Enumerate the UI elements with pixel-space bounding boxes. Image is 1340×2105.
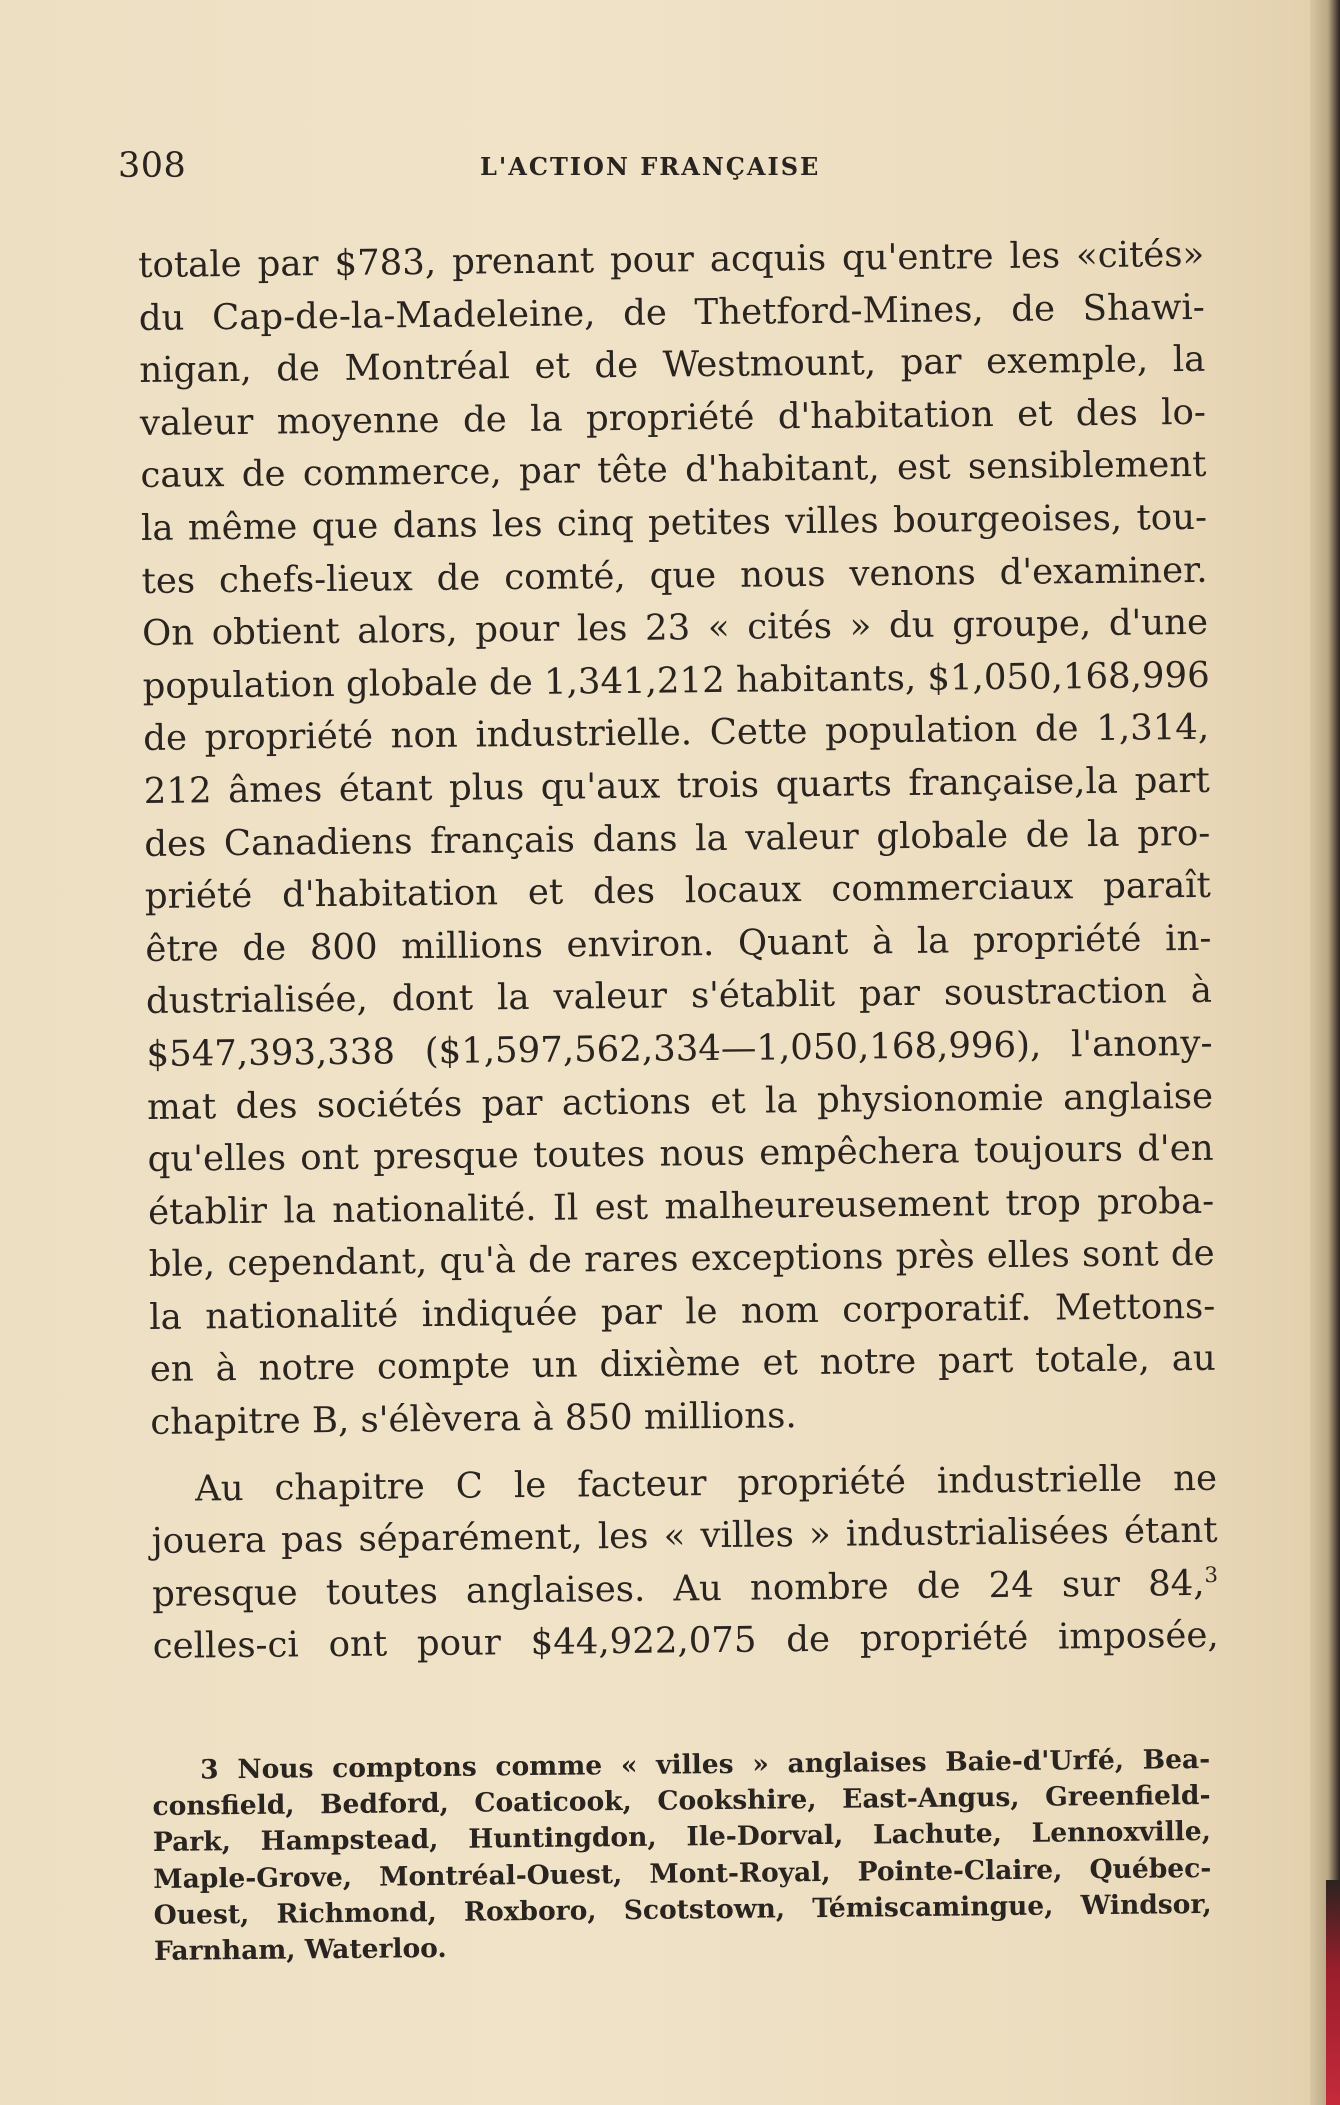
text-line: chapitre B, s'élèvera à 850 millions.	[150, 1395, 797, 1443]
footnote-line: consfield, Bedford, Coaticook, Cookshire, East-Angus, Greenfield-	[152, 1780, 1211, 1823]
footnote-marker: 3	[200, 1754, 219, 1786]
footnote	[152, 1742, 1212, 1970]
paragraph	[138, 229, 1217, 1450]
text-line: ble, cependant, qu'à de rares exceptions près elles sont de	[148, 1233, 1215, 1286]
running-head: L'ACTION FRANÇAISE	[480, 152, 821, 181]
text-line: être de 800 millions environ. Quant à la propriété in-	[145, 917, 1212, 970]
text-line: Au chapitre C le facteur propriété industrielle ne	[194, 1457, 1218, 1510]
text-line: $547,393,338 ($1,597,562,334—1,050,168,996), l'anony-	[146, 1022, 1213, 1075]
footnote-line: Park, Hampstead, Huntingdon, Ile-Dorval, Lachute, Lennoxville,	[152, 1816, 1212, 1859]
footnote-text: Nous comptons comme « villes » anglaises Baie-d'Urfé, Bea-	[237, 1743, 1211, 1786]
footnote-line: Farnham, Waterloo.	[153, 1932, 447, 1967]
text-line: mat des sociétés par actions et la physionomie anglaise	[146, 1075, 1214, 1128]
text-line: des Canadiens français dans la valeur globale de la pro-	[144, 812, 1211, 865]
text-line: jouera pas séparément, les « villes » industrialisées étant	[151, 1510, 1218, 1563]
text-line: totale par $783, prenant pour acquis qu'entre les «cités»	[138, 233, 1205, 286]
body-text	[138, 229, 1219, 1674]
text-line: nigan, de Montréal et de Westmount, par exemple, la	[139, 339, 1206, 392]
text-line: On obtient alors, pour les 23 « cités » du groupe, d'une	[141, 601, 1209, 655]
text-line: 212 âmes étant plus qu'aux trois quarts française,la part	[143, 759, 1210, 812]
text-line: établir la nationalité. Il est malheureusement trop proba-	[147, 1180, 1215, 1233]
text-line: celles-ci ont pour $44,922,075 de propriété imposée,	[152, 1615, 1219, 1668]
text-line: de propriété non industrielle. Cette population de 1,314,	[143, 707, 1210, 760]
book-gutter-edge	[1310, 0, 1340, 2105]
text-line: la même que dans les cinq petites villes bourgeoises, tou-	[140, 496, 1208, 549]
text-line: priété d'habitation et des locaux commerciaux paraît	[144, 864, 1212, 918]
footnote-line: Ouest, Richmond, Roxboro, Scotstown, Témiscamingue, Windsor,	[153, 1888, 1212, 1931]
text-line: du Cap-de-la-Madeleine, de Thetford-Mines, de Shawi-	[138, 286, 1205, 339]
text-line: tes chefs-lieux de comté, que nous venons d'examiner.	[141, 549, 1208, 602]
footnote-line: Maple-Grove, Montréal-Ouest, Mont-Royal, Pointe-Claire, Québec-	[153, 1852, 1212, 1895]
text-line: en à notre compte un dixième et notre part totale, au	[149, 1338, 1216, 1391]
page-header	[118, 140, 1196, 190]
paragraph	[151, 1452, 1219, 1674]
text-line: caux de commerce, par tête d'habitant, est sensiblement	[140, 444, 1207, 497]
page-number: 308	[118, 146, 187, 186]
text-line: la nationalité indiquée par le nom corporatif. Mettons-	[149, 1285, 1216, 1338]
text-line-content: presque toutes anglaises. Au nombre de 24 sur 84,	[151, 1562, 1205, 1615]
text-line: qu'elles ont presque toutes nous empêchera toujours d'en	[147, 1127, 1214, 1181]
text-line: dustrialisée, dont la valeur s'établit par soustraction à	[145, 970, 1213, 1023]
book-cover-edge	[1326, 1880, 1340, 2105]
text-line: valeur moyenne de la propriété d'habitation et des lo-	[139, 391, 1207, 444]
text-line: population globale de 1,341,212 habitants, $1,050,168,996	[142, 654, 1210, 707]
footnote-reference[interactable]: 3	[1204, 1562, 1219, 1588]
